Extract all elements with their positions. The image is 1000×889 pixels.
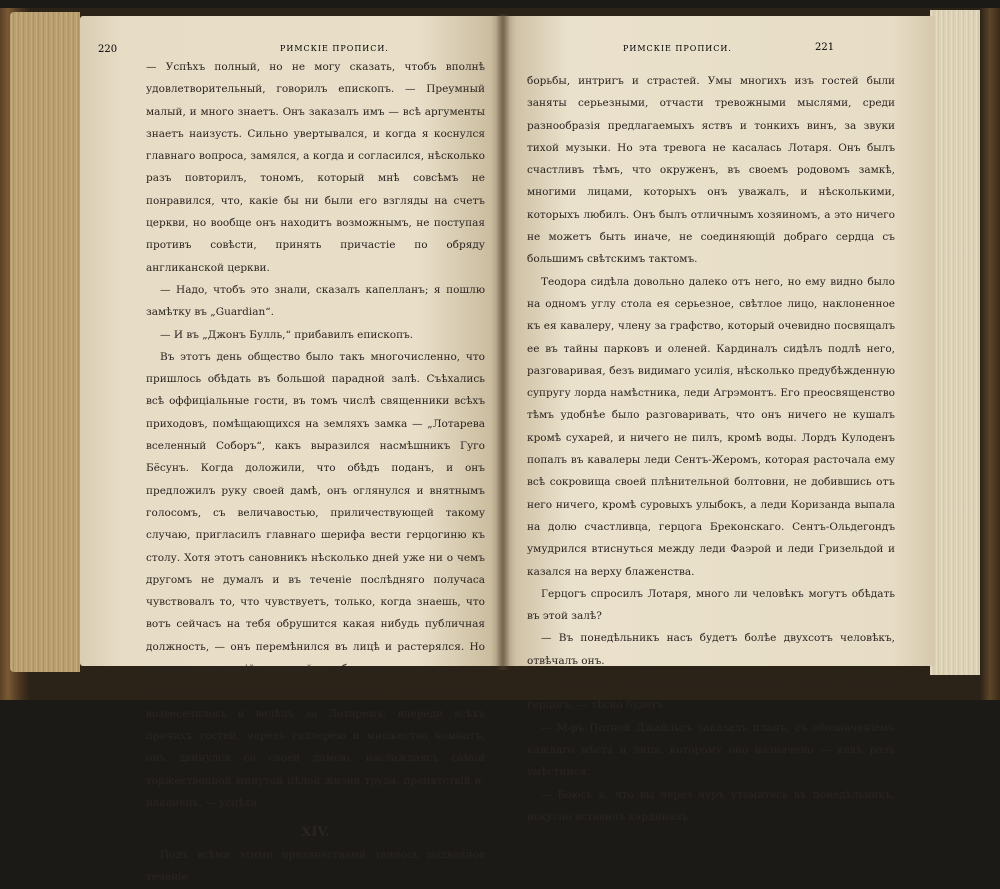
right-page: [503, 16, 935, 823]
right-running-head: РИМСКІЕ ПРОПИСИ.: [623, 44, 732, 53]
right-paragraph-6: — М-ръ Потней Джайльсъ заказалъ планъ, съ обозначеніемъ каждаго мѣста и лица, которому оно назначено — какъ разъ умѣстимся.: [527, 721, 895, 779]
right-page-number: 221: [815, 42, 835, 53]
right-paragraph-2: Теодора сидѣла довольно далеко отъ него, но ему видно было на одномъ углу стола ея серьезное, свѣтлое лицо, наклоненное къ ея кавалеру, члену за графство, который очевидно посвящалъ ее въ тайны парковъ и оленей. Кардиналъ сидѣлъ подлѣ него, разговаривая, безъ видимаго усилія, нѣсколько предубѣжденную супругу лорда намѣстника, леди Агрэмонтъ. Его преосвященство тѣмъ удобнѣе было разговаривать, что онъ ничего не кушалъ кромѣ сухарей, и ничего не пилъ, кромѣ воды. Лордъ Кулоденъ попалъ въ кавалеры леди Сентъ-Жеромъ, которая расточала ему всѣ сокровища своей плѣнительной болтовни, не добившись отъ него ничего, кромѣ суровыхъ улыбокъ, а леди Коризанда выпала на долю счастливца, герцога Бреконскаго. Сентъ-Ольдегондъ умудрился втиснуться между леди Фаэрой и леди Гризельдой и казался на верху блаженства.: [527, 275, 895, 578]
chapter-heading: XIV.: [301, 825, 330, 841]
right-page-edges: [930, 10, 980, 675]
right-paragraph-1: борьбы, интригъ и страстей. Умы многихъ изъ гостей были заняты серьезными, отчасти тревожными мыслями, среди разнообразія предлагаемыхъ яствъ и тонкихъ винъ, за звуки тихой музыки. Но эта тревога не касалась Лотаря. Онъ былъ счастливъ тѣмъ, что окруженъ, въ своемъ родовомъ замкѣ, многими лицами, которыхъ онъ уважалъ, и нѣсколькими, которыхъ любилъ. Онъ былъ отличнымъ хозяиномъ, а это ничего не можетъ быть иначе, не соединяющій добраго сердца съ большимъ свѣтскимъ тактомъ.: [527, 75, 895, 266]
left-paragraph-3: — И въ „Джонъ Булль,“ прибавилъ епископъ.: [160, 328, 414, 341]
left-paragraph-1: — Успѣхъ полный, но не могу сказать, чтобъ вполнѣ удовлетворительный, говорилъ епископъ. — Преумный малый, и много знаетъ. Онъ заказалъ имъ — всѣ аргументы знаетъ наизусть. Сильно увертывался, и когда я коснулся главнаго вопроса, замялся, а когда и согласился, нѣсколько разъ повторилъ, тономъ, который мнѣ совсѣмъ не понравился, что, какіе бы ни были его взгляды на счетъ церкви, но вообще онъ находитъ возможнымъ, не поступая противъ совѣсти, принять причастіе по обряду англиканской церкви.: [146, 61, 485, 274]
left-page-number: 220: [98, 44, 118, 55]
left-paragraph-2: — Надо, чтобъ это знали, сказалъ капелланъ; я пошлю замѣтку въ „Guardian“.: [146, 283, 485, 319]
right-paragraph-4: — Въ понедѣльникъ насъ будетъ болѣе двухсотъ человѣкъ, отвѣчалъ онъ.: [527, 632, 895, 667]
right-paragraph-7: — Боюсь я, что вы через чуръ утомитесь въ понедѣльникъ, искусно вставилъ кардиналъ.: [527, 788, 895, 823]
book-gutter: [496, 14, 510, 670]
right-paragraph-5: — Сегодня, кажется, нѣтъ и трети этого числа, замѣтилъ герцогъ, — тѣсно будетъ.: [527, 677, 895, 712]
right-paragraph-3: Герцогъ спросилъ Лотаря, много ли человѣкъ могутъ обѣдать въ этой залѣ?: [527, 587, 895, 623]
chapter-first-line: Подъ всѣми этими празднествами таилось подводное теченіе: [146, 849, 485, 884]
left-page: [80, 16, 503, 884]
left-running-head: РИМСКІЕ ПРОПИСИ.: [280, 44, 389, 53]
left-paragraph-4: Въ этотъ день общество было такъ многочисленно, что пришлось обѣдать въ большой парадной залѣ. Съѣхались всѣ оффиціальные гости, въ томъ числѣ священники всѣхъ приходовъ, помѣщающихся на земляхъ замка — „Лотарева вселенный Соборъ“, какъ выразился насмѣшникъ Гуго Бёсунъ. Когда доложили, что обѣдъ поданъ, и онъ предложилъ руку своей дамѣ, онъ оглянулся и внятнымъ голосомъ, съ величавостью, приличествующей такому случаю, пригласилъ главнаго шерифа вести герцогиню къ столу. Хотя этотъ сановникъ нѣсколько дней уже ни о чемъ другомъ не думалъ и въ теченіе послѣдняго получаса чувствовалъ то, что чувствуетъ, только, когда знаешь, что вотъ сейчасъ на тебя обрушится какая нибудь публичная должность, — онъ перемѣнился въ лицѣ и растерялся. Но оркестръ, ждавшій у дверей, чтобы идти въ столовую во главѣ процессіи, въ эту минуту заигралъ, сердце въ немъ возвеселилось и велѣлъ за Лотаремъ, впереди всѣхъ прочихъ гостей, черезъ галлерею и множество комнатъ, онъ двинулся со своей дамою, наслаждаясь самой торжественной минутой цѣлой жизни труда, препятствій и, наконецъ, — успѣха.: [146, 350, 485, 809]
left-page-edges: [10, 12, 80, 672]
